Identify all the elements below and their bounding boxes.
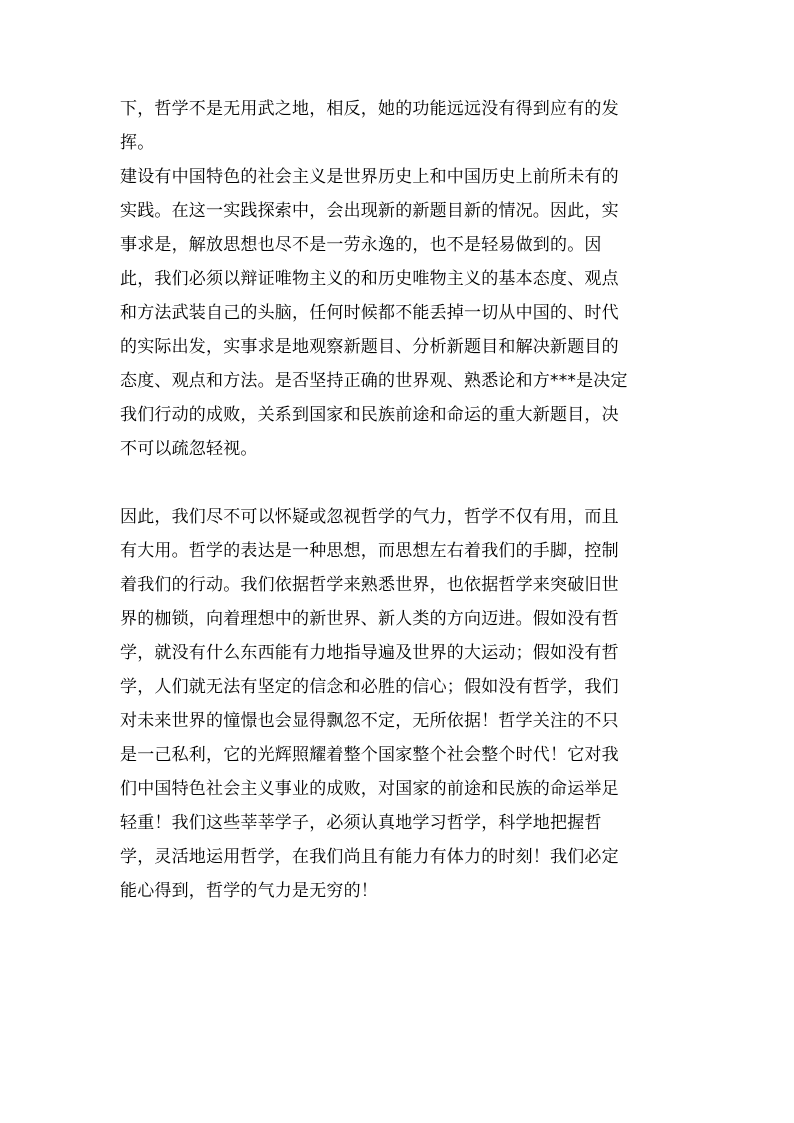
text-line: 态度、观点和方法。是否坚持正确的世界观、熟悉论和方***是决定 <box>120 371 628 391</box>
text-line: 下，哲学不是无用武之地，相反，她的功能远远没有得到应有的发 <box>120 99 619 119</box>
text-line: 界的枷锁，向着理想中的新世界、新人类的方向迈进。假如没有哲 <box>120 609 619 629</box>
text-line: 事求是，解放思想也尽不是一劳永逸的，也不是轻易做到的。因 <box>120 235 602 255</box>
text-line: 的实际出发，实事求是地观察新题目、分析新题目和解决新题目的 <box>120 337 619 357</box>
text-line: 学，灵活地运用哲学，在我们尚且有能力有体力的时刻！我们必定 <box>120 847 619 867</box>
text-line: 着我们的行动。我们依据哲学来熟悉世界，也依据哲学来突破旧世 <box>120 575 619 595</box>
document-body <box>120 92 675 908</box>
text-line: 因此，我们尽不可以怀疑或忽视哲学的气力，哲学不仅有用，而且 <box>120 507 619 527</box>
text-line: 对未来世界的憧憬也会显得飘忽不定，无所依据！哲学关注的不只 <box>120 711 619 731</box>
text-line: 建设有中国特色的社会主义是世界历史上和中国历史上前所未有的 <box>120 167 619 187</box>
text-line: 能心得到，哲学的气力是无穷的！ <box>120 881 378 901</box>
text-line: 们中国特色社会主义事业的成败，对国家的前途和民族的命运举足 <box>120 779 619 799</box>
text-line: 和方法武装自己的头脑，任何时候都不能丢掉一切从中国的、时代 <box>120 303 619 323</box>
paragraph-gap <box>120 466 675 500</box>
text-line: 此，我们必须以辩证唯物主义的和历史唯物主义的基本态度、观点 <box>120 269 619 289</box>
text-line: 学，就没有什么东西能有力地指导遍及世界的大运动；假如没有哲 <box>120 643 619 663</box>
text-line: 轻重！我们这些莘莘学子，必须认真地学习哲学，科学地把握哲 <box>120 813 602 833</box>
text-line: 挥。 <box>120 133 155 153</box>
text-line: 是一己私利，它的光辉照耀着整个国家整个社会整个时代！它对我 <box>120 745 619 765</box>
text-line: 实践。在这一实践探索中，会出现新的新题目新的情况。因此，实 <box>120 201 619 221</box>
text-line: 我们行动的成败，关系到国家和民族前途和命运的重大新题目，决 <box>120 405 619 425</box>
text-line: 学，人们就无法有坚定的信念和必胜的信心；假如没有哲学，我们 <box>120 677 619 697</box>
text-line: 不可以疏忽轻视。 <box>120 439 258 459</box>
text-line: 有大用。哲学的表达是一种思想，而思想左右着我们的手脚，控制 <box>120 541 619 561</box>
